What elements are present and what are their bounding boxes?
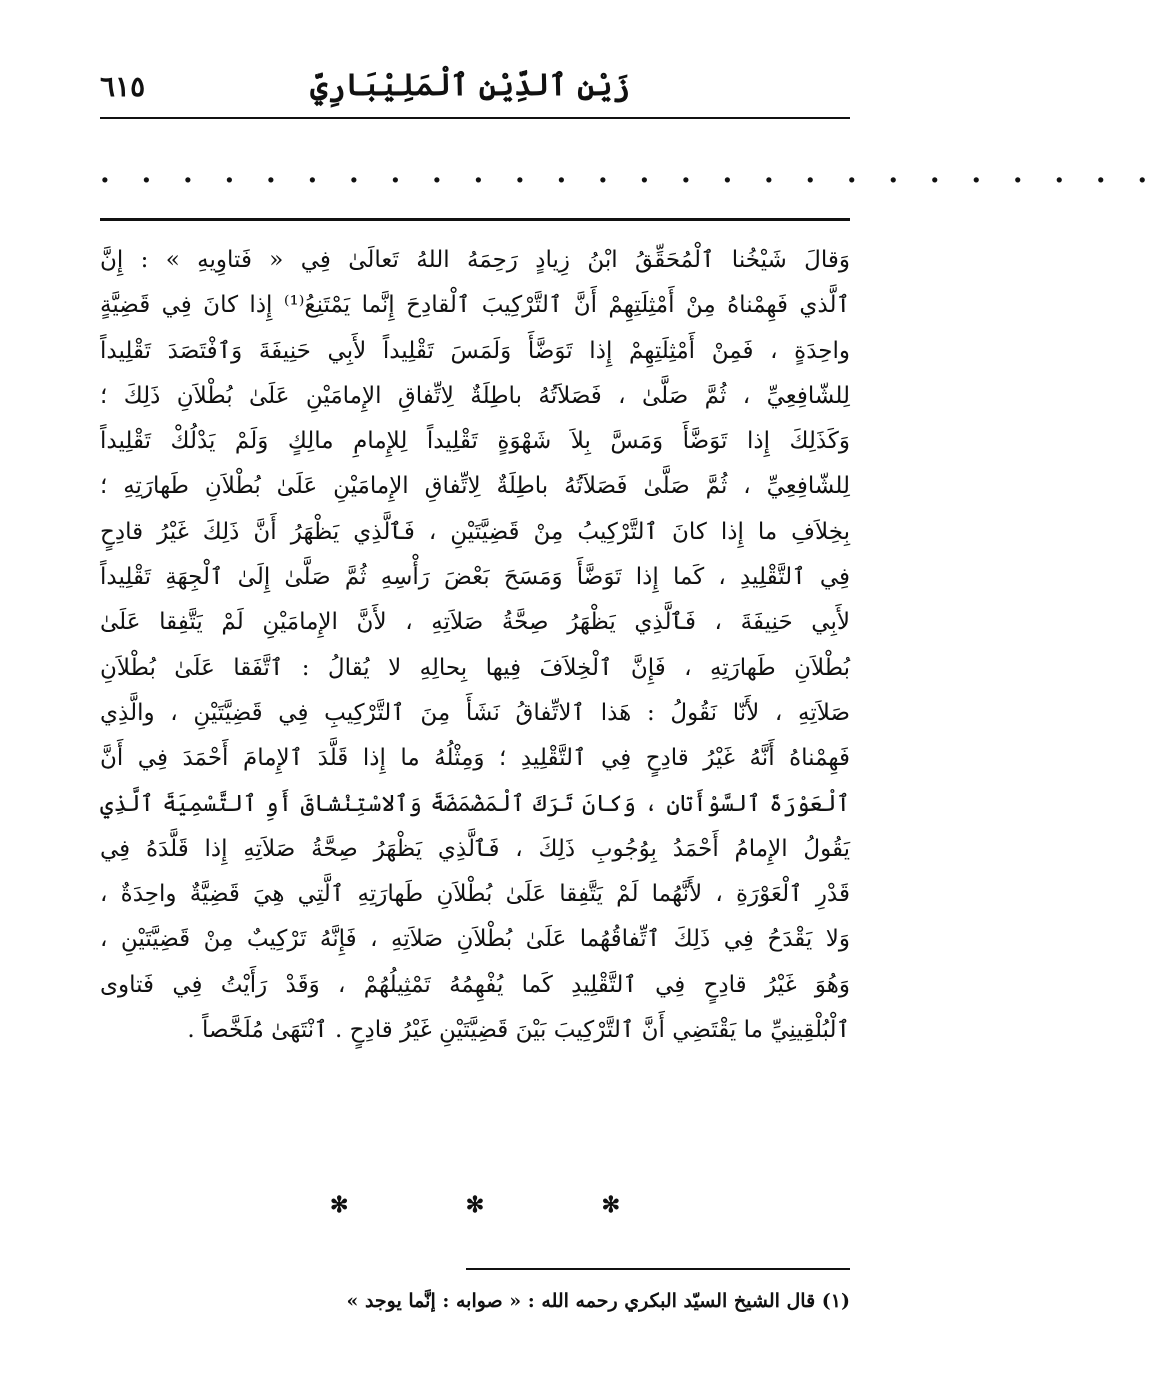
omission-dots: . . . . . . . . . . . . . . . . . . . . . . . . . .: [100, 156, 1158, 189]
footnote: (١) قال الشيخ السيّد البكري رحمه الله : « صوابه : إنَّما يوجد »: [346, 1290, 850, 1312]
text-line: صَلاَتِهِ ، لأَنّا نَقُولُ : هَذا ٱلاتِّفاقُ نَشَأَ مِنَ ٱلتَّرْكِيبِ فِي قَضِيَّتَيْنِ ، والَّذِي: [100, 699, 850, 726]
header-rule: [100, 117, 850, 119]
text-line: وَكَذَلِكَ إِذا تَوَضَّأَ وَمَسَّ بِلاَ شَهْوَةٍ تَقْلِيداً لِلإِمامِ مالِكٍ وَلَمْ يَدْلُكْ تَقْلِيداً: [100, 428, 850, 455]
text-line: واحِدَةٍ ، فَمِنْ أَمْثِلَتِهِمْ إِذا تَوَضَّأَ وَلَمَسَ تَقْلِيداً لأَبِي حَنِيفَةَ وَٱفْتَصَدَ تَقْلِيداً: [100, 337, 850, 364]
asterism-star: ✻: [601, 1192, 620, 1218]
text-line: ٱلْعَوْرَةَ ٱلسَّوْأَتانِ ، وَكانَ تَرَكَ ٱلْمَضْمَضَةَ وَٱلاسْتِنْشاقَ أَوِ ٱلتَّسْمِيَةَ ٱلَّذِي: [100, 790, 850, 817]
text-line: لِلشّافِعِيِّ ، ثُمَّ صَلَّىٰ ، فَصَلاَتُهُ باطِلَةٌ لِاتِّفاقِ الإِمامَيْنِ عَلَىٰ بُطْلاَنِ ذَلِكَ ؛: [100, 382, 850, 409]
main-text: [100, 238, 850, 1053]
page-number: ٦١٥: [100, 70, 146, 103]
section-rule: [100, 218, 850, 221]
section-separator: [330, 1192, 620, 1218]
text-line: ٱلْبُلْقِينِيِّ ما يَقْتَضِي أَنَّ ٱلتَّرْكِيبَ بَيْنَ قَضِيَّتَيْنِ غَيْرُ قادِحٍ . ٱنْتَهَىٰ مُلَخَّصاً .: [187, 1017, 850, 1044]
text-line: فِي ٱلتَّقْلِيدِ ، كَما إِذا تَوَضَّأَ وَمَسَحَ بَعْضَ رَأْسِهِ ثُمَّ صَلَّىٰ إِلَىٰ ٱلْجِهَةِ تَقْلِيداً: [100, 564, 850, 591]
text-line: وَقالَ شَيْخُنا ٱلْمُحَقِّقُ ابْنُ زِيادٍ رَحِمَهُ اللهُ تَعالَىٰ فِي « فَتاوِيهِ » : إِنَّ: [100, 247, 850, 273]
text-line: يَقُولُ الإِمامُ أَحْمَدُ بِوُجُوبِ ذَلِكَ ، فَٱلَّذِي يَظْهَرُ صِحَّةُ صَلاَتِهِ إِذا قَلَّدَهُ فِي: [100, 835, 850, 862]
text-line: لِلشّافِعِيِّ ، ثُمَّ صَلَّىٰ فَصَلاَتُهُ باطِلَةٌ لِاتِّفاقِ الإِمامَيْنِ عَلَىٰ بُطْلاَنِ طَهارَتِهِ ؛: [100, 473, 850, 500]
text-line: بِخِلاَفِ ما إِذا كانَ ٱلتَّرْكِيبُ مِنْ قَضِيَّتَيْنِ ، فَٱلَّذِي يَظْهَرُ أَنَّ ذَلِكَ غَيْرُ قادِحٍ: [100, 518, 850, 545]
asterism-star: ✻: [330, 1192, 349, 1218]
text-line: قَدْرِ ٱلْعَوْرَةِ ، لأَنَّهُما لَمْ يَتَّفِقا عَلَىٰ بُطْلاَنِ طَهارَتِهِ ٱلَّتِي هِيَ قَضِيَّةٌ واحِدَةٌ ،: [100, 881, 850, 908]
text-line: وَهُوَ غَيْرُ قادِحٍ فِي ٱلتَّقْلِيدِ كَما يُفْهِمُهُ تَمْثِيلُهُمْ ، وَقَدْ رَأَيْتُ فِي فَتاوى: [100, 971, 850, 998]
footnote-rule: [466, 1268, 850, 1270]
text-line: لأَبِي حَنِيفَةَ ، فَٱلَّذِي يَظْهَرُ صِحَّةُ صَلاَتِهِ ، لأَنَّ الإِمامَيْنِ لَمْ يَتَّفِقا عَلَىٰ: [100, 609, 850, 636]
running-title: زَيْنِ ٱلدِّيْنِ ٱلْمَلِيْبَارِيِّ: [310, 68, 630, 103]
text-line: وَلا يَقْدَحُ فِي ذَلِكَ ٱتِّفاقُهُما عَلَىٰ بُطْلاَنِ صَلاَتِهِ ، فَإِنَّهُ تَرْكِيبٌ مِنْ قَضِيَّتَيْنِ ،: [100, 926, 850, 953]
running-header: [100, 62, 850, 112]
text-line: بُطْلاَنِ طَهارَتِهِ ، فَإِنَّ ٱلْخِلاَفَ فِيها بِحالِهِ لا يُقالُ : ٱتَّفَقا عَلَىٰ بُطْلاَنِ: [100, 654, 850, 681]
asterism-star: ✻: [465, 1192, 485, 1218]
text-line: فَهِمْناهُ أَنَّهُ غَيْرُ قادِحٍ فِي ٱلتَّقْلِيدِ ؛ وَمِثْلُهُ ما إِذا قَلَّدَ ٱلإِمامَ أَحْمَدَ فِي أَنَّ: [100, 745, 850, 772]
text-line: ٱلَّذي فَهِمْناهُ مِنْ أَمْثِلَتِهِمْ أَنَّ ٱلتَّرْكِيبَ ٱلْقادِحَ إِنَّما يَمْتَنِعُ⁽¹⁾ إِذا كانَ فِي قَضِيَّةٍ: [100, 292, 850, 319]
